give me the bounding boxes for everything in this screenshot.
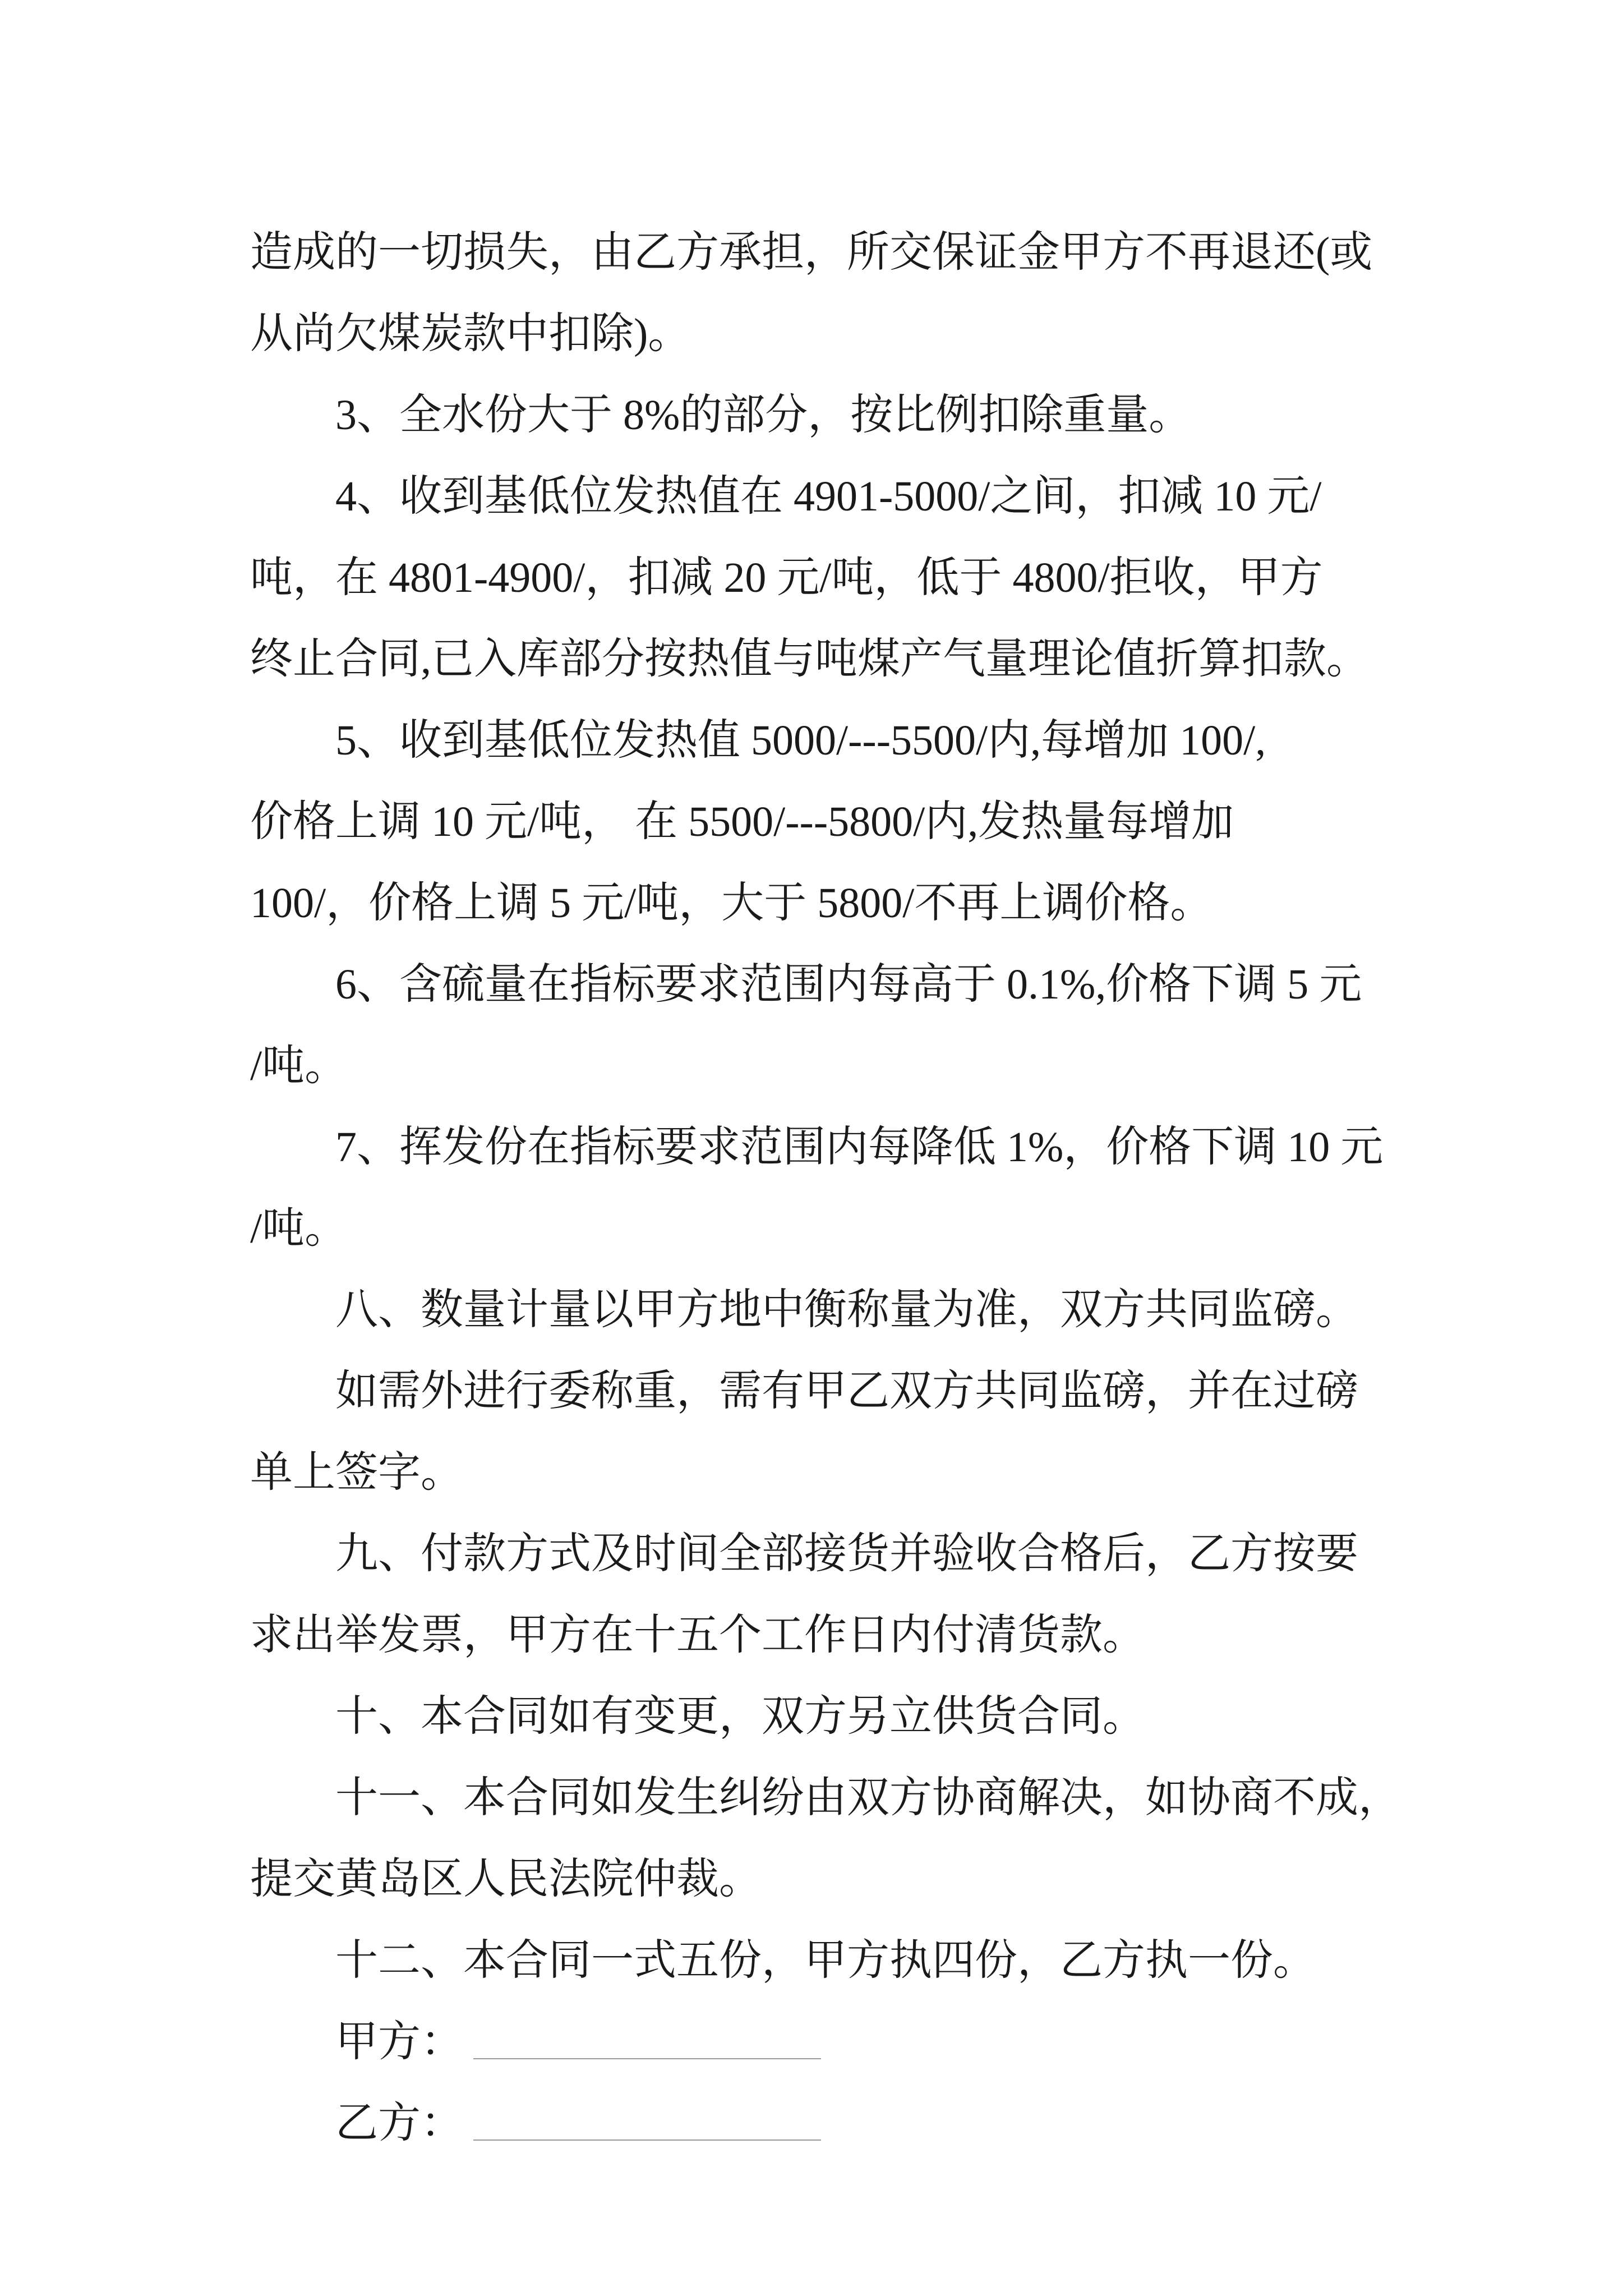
text-line: 吨，在 4801-4900/，扣减 20 元/吨，低于 4800/拒收，甲方	[250, 554, 1323, 601]
paragraph-item-5	[250, 700, 1377, 944]
party-b-signature-line	[473, 2139, 821, 2141]
text-line: 100/，价格上调 5 元/吨，大于 5800/不再上调价格。	[250, 880, 1213, 927]
text-line: 价格上调 10 元/吨， 在 5500/---5800/内,发热量每增加	[250, 798, 1234, 845]
text-line: 提交黄岛区人民法院仲裁。	[250, 1856, 762, 1903]
text-line: /吨。	[250, 1205, 348, 1252]
text-line: 十二、本合同一式五份，甲方执四份，乙方执一份。	[335, 1937, 1316, 1984]
paragraph-clause-10	[250, 1676, 1377, 1757]
text-line: 终止合同,已入库部分按热值与吨煤产气量理论值折算扣款。	[250, 636, 1369, 683]
party-a-label: 甲方：	[335, 2018, 463, 2065]
party-b-label: 乙方：	[335, 2100, 463, 2147]
paragraph-clause-9	[250, 1513, 1377, 1676]
paragraph-clause-12	[250, 1920, 1377, 2001]
signature-party-a	[250, 2001, 1377, 2083]
paragraph-item-6	[250, 944, 1377, 1107]
text-line: 十一、本合同如发生纠纷由双方协商解决，如协商不成，	[335, 1774, 1401, 1821]
text-line: 十、本合同如有变更，双方另立供货合同。	[335, 1693, 1145, 1740]
text-line: 八、数量计量以甲方地中衡称量为准，双方共同监磅。	[335, 1286, 1358, 1333]
text-line: 从尚欠煤炭款中扣除)。	[250, 310, 691, 357]
signature-party-b	[250, 2083, 1377, 2164]
paragraph-item-3	[250, 375, 1377, 456]
paragraph-clause-8-note	[250, 1351, 1377, 1513]
paragraph-item-4	[250, 456, 1377, 700]
paragraph-clause-11	[250, 1757, 1401, 1920]
text-line: 3、全水份大于 8%的部分，按比例扣除重量。	[335, 392, 1192, 439]
text-line: 4、收到基低位发热值在 4901-5000/之间，扣减 10 元/	[335, 473, 1322, 520]
paragraph-item-7	[250, 1107, 1384, 1269]
text-line: 单上签字。	[250, 1449, 463, 1496]
paragraph-loss-clause	[250, 212, 1377, 375]
text-line: 九、付款方式及时间全部接货并验收合格后，乙方按要	[335, 1530, 1358, 1577]
text-line: 6、含硫量在指标要求范围内每高于 0.1%,价格下调 5 元	[335, 961, 1362, 1008]
text-line: 7、挥发份在指标要求范围内每降低 1%，价格下调 10 元	[335, 1124, 1384, 1171]
text-line: /吨。	[250, 1042, 348, 1089]
text-line: 5、收到基低位发热值 5000/---5500/内,每增加 100/,	[335, 717, 1266, 764]
party-a-signature-line	[473, 2058, 821, 2059]
text-line: 求出举发票，甲方在十五个工作日内付清货款。	[250, 1612, 1145, 1659]
text-line: 如需外进行委称重，需有甲乙双方共同监磅，并在过磅	[335, 1368, 1358, 1415]
text-line: 造成的一切损失，由乙方承担，所交保证金甲方不再退还(或	[250, 229, 1373, 276]
paragraph-clause-8	[250, 1269, 1377, 1351]
contract-body	[250, 212, 1401, 2164]
